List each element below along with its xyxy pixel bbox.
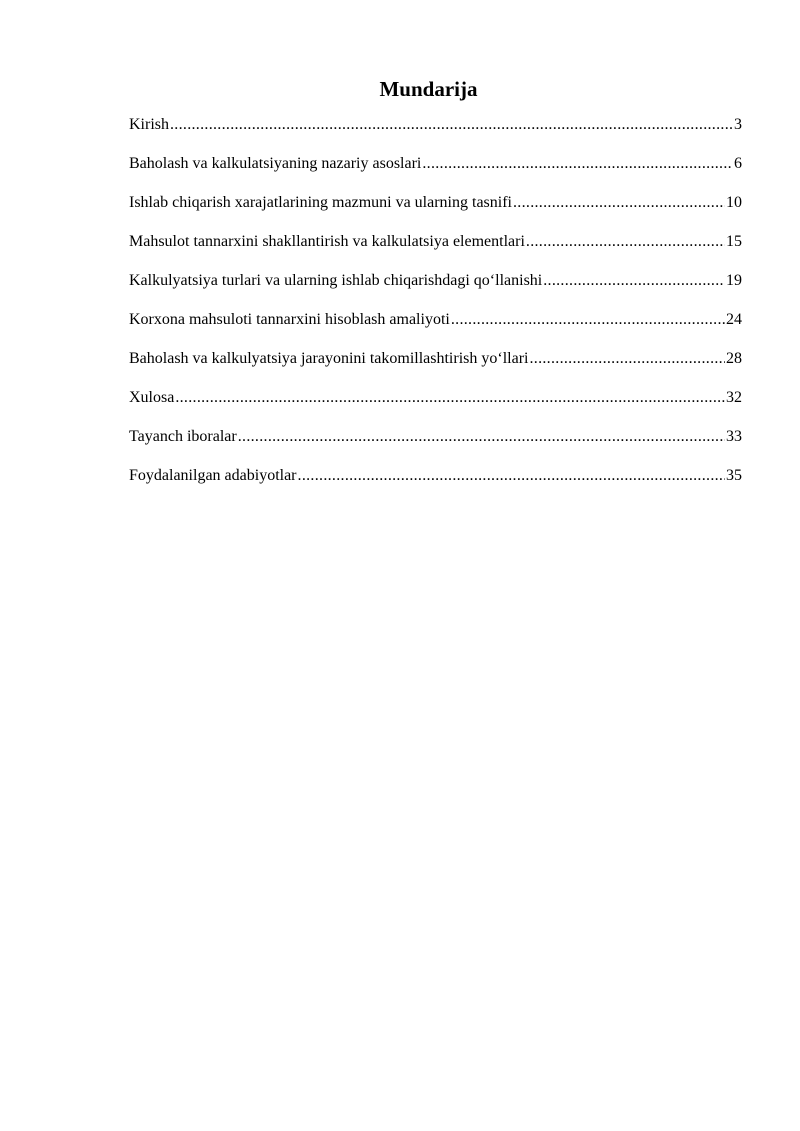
toc-entry[interactable] bbox=[129, 192, 742, 231]
toc-entry-page: 33 bbox=[726, 428, 742, 445]
toc-entry-title: Xulosa bbox=[129, 389, 175, 406]
dot-leader bbox=[513, 192, 725, 214]
dot-leader bbox=[451, 309, 725, 331]
dot-leader bbox=[298, 465, 725, 487]
toc-entry-title: Ishlab chiqarish xarajatlarining mazmuni va ularning tasnifi bbox=[129, 194, 512, 211]
toc-entry[interactable] bbox=[129, 153, 742, 192]
toc-entry-page: 15 bbox=[726, 233, 742, 250]
toc-entry-title: Tayanch iboralar bbox=[129, 428, 237, 445]
toc-entry-title: Mahsulot tannarxini shakllantirish va kalkulatsiya elementlari bbox=[129, 233, 525, 250]
dot-leader bbox=[543, 270, 725, 292]
toc-entry[interactable] bbox=[129, 465, 742, 504]
toc-title: Mundarija bbox=[379, 77, 478, 101]
toc-entry-page: 6 bbox=[734, 155, 742, 172]
toc-entry-page: 35 bbox=[726, 467, 742, 484]
toc-entry[interactable] bbox=[129, 348, 742, 387]
toc-entry-title: Kalkulyatsiya turlari va ularning ishlab chiqarishdagi qo‘llanishi bbox=[129, 272, 543, 289]
toc-entry-page: 28 bbox=[726, 350, 742, 367]
toc-entry-title: Korxona mahsuloti tannarxini hisoblash amaliyoti bbox=[129, 311, 450, 328]
toc-entry[interactable] bbox=[129, 270, 742, 309]
toc-entry[interactable] bbox=[129, 387, 742, 426]
toc-entry-title: Kirish bbox=[129, 116, 169, 133]
dot-leader bbox=[175, 387, 725, 409]
toc-entry-title: Foydalanilgan adabiyotlar bbox=[129, 467, 297, 484]
dot-leader bbox=[526, 231, 725, 253]
toc-entry-page: 24 bbox=[726, 311, 742, 328]
toc-entry[interactable] bbox=[129, 231, 742, 270]
toc-entry[interactable] bbox=[129, 309, 742, 348]
toc-entry[interactable] bbox=[129, 114, 742, 153]
dot-leader bbox=[422, 153, 733, 175]
dot-leader bbox=[529, 348, 725, 370]
dot-leader bbox=[170, 114, 733, 136]
toc-entry[interactable] bbox=[129, 426, 742, 465]
toc-entry-title: Baholash va kalkulyatsiya jarayonini takomillashtirish yo‘llari bbox=[129, 350, 529, 367]
dot-leader bbox=[238, 426, 725, 448]
toc-entry-page: 32 bbox=[726, 389, 742, 406]
toc-entry-page: 3 bbox=[734, 116, 742, 133]
toc-entry-page: 19 bbox=[726, 272, 742, 289]
toc-entry-page: 10 bbox=[726, 194, 742, 211]
table-of-contents bbox=[129, 114, 742, 504]
toc-entry-title: Baholash va kalkulatsiyaning nazariy asoslari bbox=[129, 155, 422, 172]
